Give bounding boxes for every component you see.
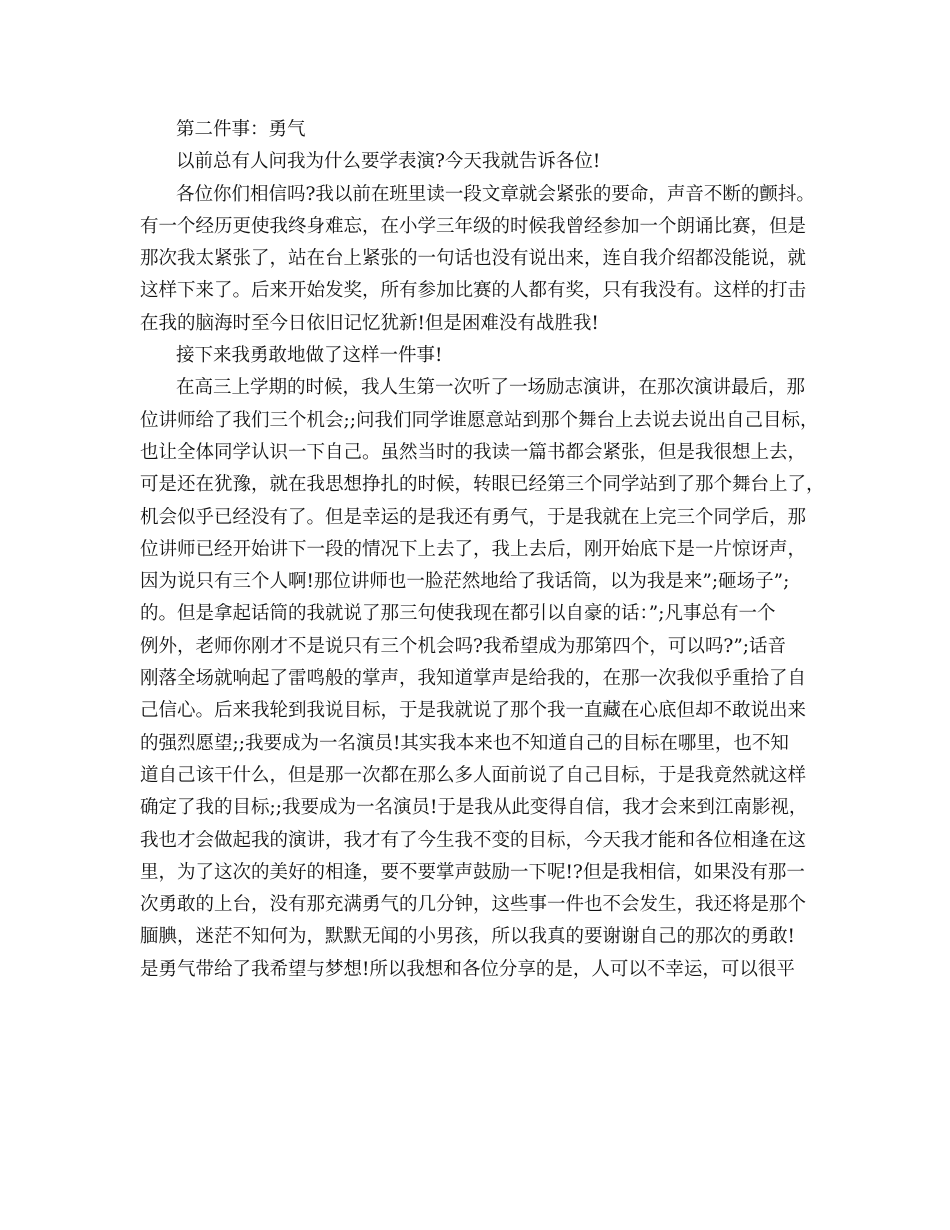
paragraph-line: 次勇敢的上台，没有那充满勇气的几分钟，这些事一件也不会发生，我还将是那个 [140, 894, 807, 916]
document-body [140, 114, 830, 986]
paragraph-line: 确定了我的目标;;我要成为一名演员!于是我从此变得自信，我才会来到江南影视， [140, 797, 808, 819]
paragraph-line: 在我的脑海时至今日依旧记忆犹新!但是困难没有战胜我! [140, 312, 599, 334]
paragraph-line: 也让全体同学认识一下自己。虽然当时的我读一篇书都会紧张，但是我很想上去， [140, 441, 807, 463]
paragraph-line: 道自己该干什么，但是那一次都在那么多人面前说了自己目标，于是我竟然就这样 [140, 764, 807, 786]
paragraph-line: 因为说只有三个人啊!那位讲师也一脸茫然地给了我话筒，以为我是来”;砸场子”; [140, 571, 790, 593]
paragraph-line: 位讲师给了我们三个机会;;问我们同学谁愿意站到那个舞台上去说去说出自己目标， [140, 409, 819, 431]
paragraph-line: 有一个经历更使我终身难忘，在小学三年级的时候我曾经参加一个朗诵比赛，但是 [140, 215, 807, 237]
paragraph-line: 那次我太紧张了，站在台上紧张的一句话也没有说出来，连自我介绍都没能说，就 [140, 248, 807, 270]
paragraph-line: 各位你们相信吗?我以前在班里读一段文章就会紧张的要命，声音不断的颤抖。 [176, 183, 815, 205]
section-heading: 第二件事：勇气 [176, 119, 306, 140]
paragraph-line: 以前总有人问我为什么要学表演?今天我就告诉各位! [176, 151, 601, 173]
paragraph-line: 机会似乎已经没有了。但是幸运的是我还有勇气，于是我就在上完三个同学后，那 [140, 506, 807, 528]
paragraph-line: 在高三上学期的时候，我人生第一次听了一场励志演讲，在那次演讲最后，那 [176, 377, 806, 399]
paragraph-line: 这样下来了。后来开始发奖，所有参加比赛的人都有奖，只有我没有。这样的打击 [140, 280, 807, 302]
paragraph-line: 接下来我勇敢地做了这样一件事! [176, 345, 443, 367]
paragraph-line: 腼腆，迷茫不知何为，默默无闻的小男孩，所以我真的要谢谢自己的那次的勇敢! [140, 926, 795, 948]
paragraph-line: 我也才会做起我的演讲，我才有了今生我不变的目标，今天我才能和各位相逢在这 [140, 829, 807, 851]
paragraph-line: 刚落全场就响起了雷鸣般的掌声，我知道掌声是给我的，在那一次我似乎重拾了自 [140, 668, 807, 690]
paragraph-line: 是勇气带给了我希望与梦想!所以我想和各位分享的是，人可以不幸运，可以很平 [140, 958, 795, 980]
paragraph-line: 里，为了这次的美好的相逢，要不要掌声鼓励一下呢!?但是我相信，如果没有那一 [140, 861, 805, 883]
paragraph-line: 位讲师已经开始讲下一段的情况下上去了，我上去后，刚开始底下是一片惊讶声， [140, 538, 807, 560]
paragraph-line: 例外，老师你刚才不是说只有三个机会吗?我希望成为那第四个，可以吗?”;话音 [140, 635, 787, 657]
paragraph-line: 的强烈愿望;;我要成为一名演员!其实我本来也不知道自己的目标在哪里，也不知 [140, 732, 789, 754]
paragraph-line: 的。但是拿起话筒的我就说了那三句使我现在都引以自豪的话：”;凡事总有一个 [140, 603, 776, 625]
paragraph-line: 可是还在犹豫，就在我思想挣扎的时候，转眼已经第三个同学站到了那个舞台上了， [140, 474, 825, 496]
paragraph-line: 己信心。后来我轮到我说目标，于是我就说了那个我一直藏在心底但却不敢说出来 [140, 700, 807, 722]
